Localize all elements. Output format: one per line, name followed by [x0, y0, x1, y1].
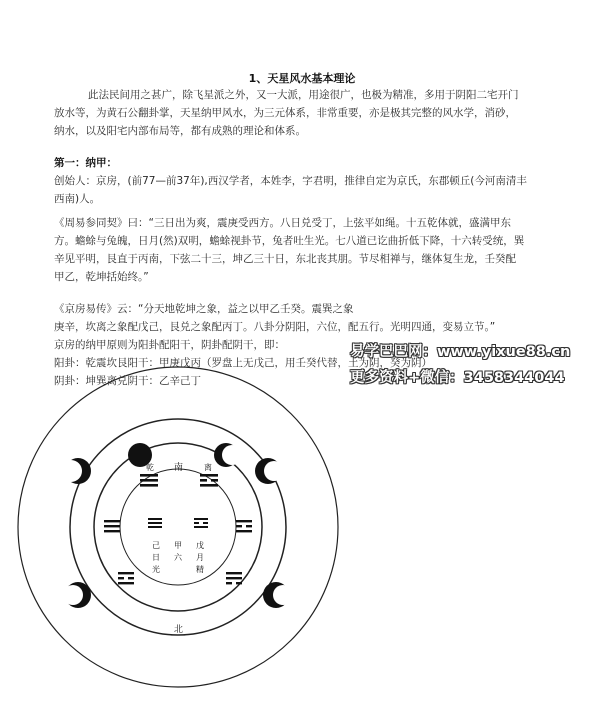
cantong-line-2: 方。蟾蜍与兔魄，日月(然)双明，蟾蜍视卦节，兔者吐生光。七八道已讫曲折低下降，十六转受统，巽 [54, 235, 525, 247]
core-ring [120, 469, 236, 585]
watermark-line-2: 更多资料+微信：3458344044 [350, 370, 565, 386]
intro-line-3: 纳水，以及阳宅内部布局等，都有成熟的理论和体系。 [54, 125, 306, 137]
jingfang-line-1: 《京房易传》云：“分天地乾坤之象，益之以甲乙壬癸。震巽之象 [54, 303, 354, 315]
founder-line-2: 西南)人。 [54, 193, 101, 205]
jingfang-line-4: 阳卦：乾震坎艮阳干：甲庚戊丙（罗盘上无戊己，用壬癸代替，土为阴，癸为阴） [54, 357, 432, 369]
section-title: 1、天星风水基本理论 [248, 72, 356, 85]
jingfang-line-2: 庚辛，坎离之象配戊己，艮兑之象配丙丁。八卦分阴阳，六位，配五行。光明四通，变易立节。” [54, 321, 496, 333]
diagram-label-north: 北 [174, 625, 184, 635]
diagram-label-qian: 乾 [146, 463, 154, 472]
founder-line-1: 创始人：京房，(前77—前37年),西汉学者，本姓李，字君明，推律自定为京氏，东郡顿丘(今河南清丰 [54, 175, 527, 187]
moon-left-lower-icon [63, 582, 91, 608]
center-label-ri: 日 [152, 553, 160, 562]
center-label-ji: 己 [152, 541, 160, 550]
middle-ring [70, 419, 286, 635]
center-label-wu: 戊 [196, 541, 204, 550]
center-label-guang: 光 [152, 565, 160, 574]
intro-line-1: 此法民间用之甚广，除飞星派之外，又一大派，用途很广，也极为精准，多用于阴阳二宅开门 [88, 89, 519, 101]
diagram-label-south: 南 [174, 463, 184, 473]
jingfang-line-5: 阴卦：坤巽离兑阴干：乙辛己丁 [54, 375, 201, 387]
trigram-marks [104, 474, 252, 584]
watermark-line-1: 易学巴巴网：www.yixue88.cn [350, 344, 571, 360]
intro-line-2: 放水等，为黄石公翻卦掌，天星纳甲风水，为三元体系，非常重要，亦是极其完整的风水学，消砂， [54, 107, 516, 119]
cantong-line-3: 辛见平明，艮直于丙南，下弦二十三，坤乙三十日，东北丧其朋。节尽相禅与，继体复生龙，壬癸配 [54, 253, 516, 265]
moon-crescent-icon [214, 443, 242, 467]
moon-right-lower-icon [263, 582, 293, 608]
moon-right-waxing-icon [255, 458, 284, 484]
cantong-line-1: 《周易参同契》曰：“三日出为爽，震庚受西方。八日兑受丁，上弦平如绳。十五乾体就，盛满甲东 [54, 217, 511, 229]
center-label-liu: 六 [174, 553, 182, 562]
diagram-label-li: 离 [204, 463, 212, 472]
outer-ring [18, 367, 338, 687]
cantong-line-4: 甲乙，乾坤括始终。” [54, 271, 149, 283]
moon-left-waning-icon [60, 458, 91, 484]
jingfang-line-3: 京房的纳甲原则为阳卦配阳干，阴卦配阴干，即： [54, 339, 285, 351]
center-label-yue: 月 [196, 553, 204, 562]
center-label-jia: 甲 [174, 541, 182, 550]
section-heading: 第一：纳甲： [54, 157, 117, 169]
inner-trigram-marks [148, 518, 208, 528]
center-label-jing: 精 [196, 565, 204, 574]
